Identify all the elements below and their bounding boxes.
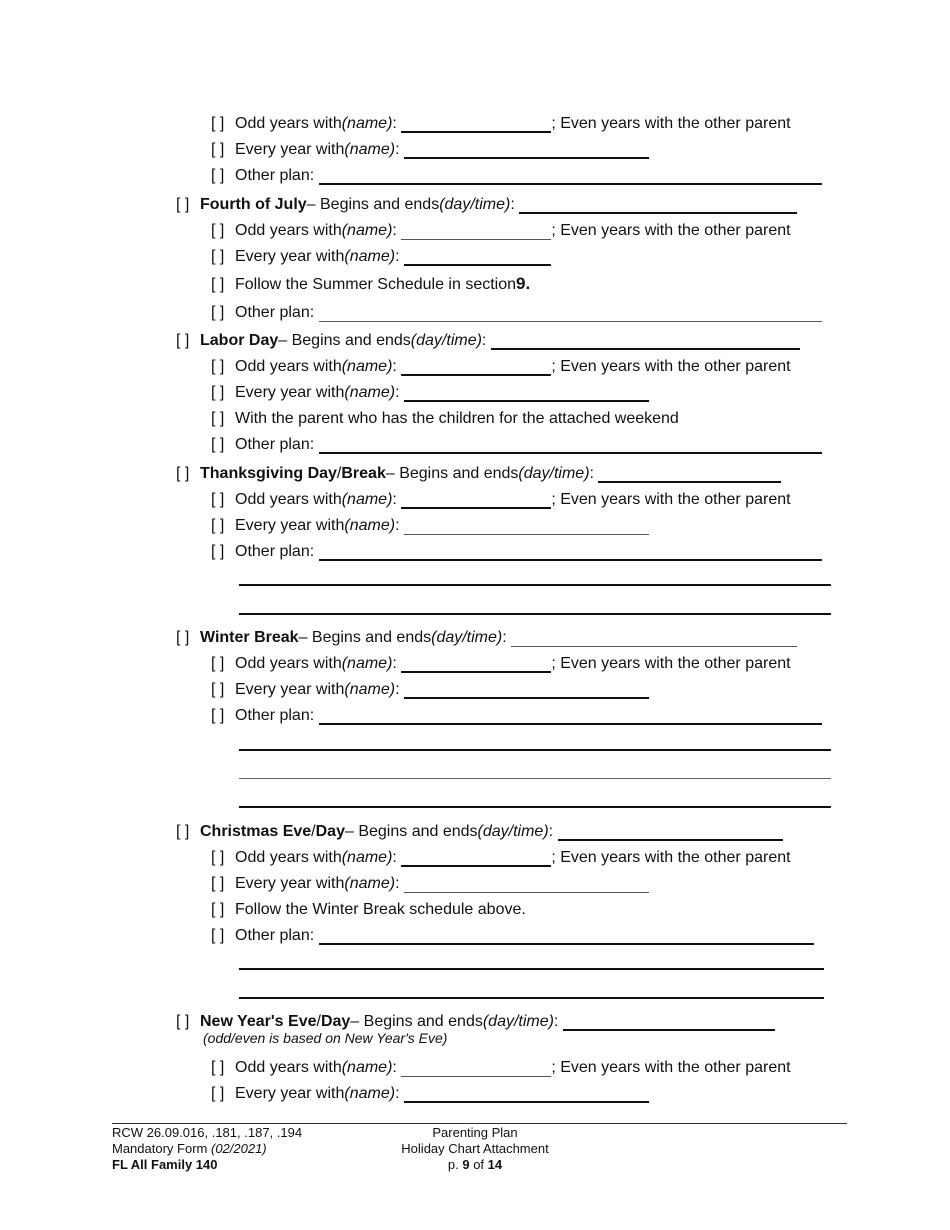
begins-ends-field[interactable] — [511, 630, 797, 647]
odd-years-name-field[interactable] — [401, 491, 551, 509]
checkbox[interactable]: [ ] — [211, 115, 225, 132]
checkbox[interactable]: [ ] — [211, 849, 225, 866]
checkbox[interactable]: [ ] — [211, 304, 225, 321]
option-other-plan: [ ] Other plan: — [211, 539, 822, 561]
odd-years-name-field[interactable] — [401, 655, 551, 673]
footer-rcw: RCW 26.09.016, .181, .187, .194 — [112, 1125, 303, 1140]
option-odd-years: [ ] Odd years with (name) : ; Even years with the other parent — [211, 1059, 791, 1076]
checkbox[interactable]: [ ] — [211, 1085, 225, 1102]
option-every-year: [ ] Every year with (name) : — [211, 871, 649, 893]
begins-ends-field[interactable] — [563, 1013, 775, 1031]
every-year-name-field[interactable] — [404, 876, 649, 893]
other-plan-field[interactable] — [319, 543, 822, 561]
odd-years-name-field[interactable] — [401, 849, 551, 867]
checkbox[interactable]: [ ] — [176, 332, 190, 349]
checkbox[interactable]: [ ] — [211, 1059, 225, 1076]
other-plan-continuation-line[interactable] — [239, 968, 824, 970]
option-every-year: [ ] Every year with (name) : — [211, 513, 649, 535]
begins-ends-field[interactable] — [598, 465, 781, 483]
checkbox[interactable]: [ ] — [211, 655, 225, 672]
option-every-year: [ ] Every year with (name) : — [211, 380, 649, 402]
other-plan-field[interactable] — [319, 436, 822, 454]
option-odd-years: [ ] Odd years with (name) : ; Even years with the other parent — [211, 358, 791, 375]
option-other-plan: [ ] Other plan: — [211, 163, 822, 185]
option-follow-winter: [ ] Follow the Winter Break schedule above. — [211, 901, 526, 918]
option-odd-years: [ ] Odd years with (name) : ; Even years with the other parent — [211, 222, 791, 239]
footer-center — [375, 1125, 575, 1173]
other-plan-field[interactable] — [319, 707, 822, 725]
checkbox[interactable]: [ ] — [211, 436, 225, 453]
checkbox[interactable]: [ ] — [176, 1013, 190, 1030]
other-plan-field[interactable] — [319, 167, 822, 185]
checkbox[interactable]: [ ] — [211, 543, 225, 560]
every-year-name-field[interactable] — [404, 248, 551, 266]
new-years-note: (odd/even is based on New Year's Eve) — [203, 1030, 448, 1046]
option-other-plan: [ ] Other plan: — [211, 432, 822, 454]
begins-ends-field[interactable] — [558, 823, 783, 841]
other-plan-continuation-line[interactable] — [239, 584, 831, 586]
footer-form-id: FL All Family 140 — [112, 1157, 218, 1172]
footer-page-number: p. 9 of 14 — [447, 1157, 503, 1172]
every-year-name-field[interactable] — [404, 518, 649, 535]
holiday-thanksgiving: [ ] Thanksgiving Day / Break – Begins and ends (day/time) : — [176, 461, 781, 483]
every-year-name-field[interactable] — [404, 1085, 649, 1103]
holiday-new-years: [ ] New Year's Eve / Day – Begins and ends (day/time) : — [176, 1009, 775, 1031]
other-plan-continuation-line[interactable] — [239, 613, 831, 615]
option-odd-years: [ ] Odd years with (name) : ; Even years with the other parent — [211, 115, 791, 132]
begins-ends-field[interactable] — [519, 196, 797, 214]
option-follow-summer: [ ] Follow the Summer Schedule in section 9. — [211, 274, 531, 293]
checkbox[interactable]: [ ] — [211, 707, 225, 724]
every-year-name-field[interactable] — [404, 384, 649, 402]
checkbox[interactable]: [ ] — [176, 823, 190, 840]
every-year-name-field[interactable] — [404, 141, 649, 159]
other-plan-continuation-line[interactable] — [239, 749, 831, 751]
begins-ends-field[interactable] — [491, 332, 800, 350]
footer-left — [112, 1125, 302, 1173]
every-year-name-field[interactable] — [404, 681, 649, 699]
footer-doc-subtitle: Holiday Chart Attachment — [401, 1141, 549, 1156]
option-other-plan: [ ] Other plan: — [211, 300, 822, 322]
other-plan-continuation-line[interactable] — [239, 806, 831, 808]
checkbox[interactable]: [ ] — [211, 384, 225, 401]
option-odd-years: [ ] Odd years with (name) : ; Even years with the other parent — [211, 849, 791, 866]
footer-mandatory-form: Mandatory Form (02/2021) — [112, 1141, 267, 1156]
other-plan-field[interactable] — [319, 927, 814, 945]
other-plan-field[interactable] — [319, 305, 822, 322]
option-other-plan: [ ] Other plan: — [211, 923, 814, 945]
checkbox[interactable]: [ ] — [211, 681, 225, 698]
odd-years-name-field[interactable] — [401, 358, 551, 376]
footer-doc-title: Parenting Plan — [432, 1125, 518, 1140]
checkbox[interactable]: [ ] — [211, 276, 225, 293]
checkbox[interactable]: [ ] — [176, 196, 190, 213]
checkbox[interactable]: [ ] — [211, 517, 225, 534]
other-plan-continuation-line[interactable] — [239, 778, 831, 779]
option-other-plan: [ ] Other plan: — [211, 703, 822, 725]
holiday-winter-break: [ ] Winter Break – Begins and ends (day/time) : — [176, 625, 797, 647]
option-attached-weekend: [ ] With the parent who has the children for the attached weekend — [211, 410, 679, 427]
option-every-year: [ ] Every year with (name) : — [211, 137, 649, 159]
option-every-year: [ ] Every year with (name) : — [211, 677, 649, 699]
checkbox[interactable]: [ ] — [211, 875, 225, 892]
option-every-year: [ ] Every year with (name) : — [211, 1081, 649, 1103]
checkbox[interactable]: [ ] — [176, 629, 190, 646]
checkbox[interactable]: [ ] — [211, 901, 225, 918]
holiday-labor-day: [ ] Labor Day – Begins and ends (day/time) : — [176, 328, 800, 350]
checkbox[interactable]: [ ] — [211, 410, 225, 427]
odd-years-name-field[interactable] — [401, 1060, 551, 1077]
footer-rule — [112, 1123, 847, 1124]
checkbox[interactable]: [ ] — [176, 465, 190, 482]
checkbox[interactable]: [ ] — [211, 491, 225, 508]
checkbox[interactable]: [ ] — [211, 248, 225, 265]
holiday-fourth-of-july: [ ] Fourth of July – Begins and ends (day/time) : — [176, 192, 797, 214]
checkbox[interactable]: [ ] — [211, 358, 225, 375]
odd-years-name-field[interactable] — [401, 115, 551, 133]
other-plan-continuation-line[interactable] — [239, 997, 824, 999]
checkbox[interactable]: [ ] — [211, 222, 225, 239]
option-odd-years: [ ] Odd years with (name) : ; Even years with the other parent — [211, 491, 791, 508]
option-every-year: [ ] Every year with (name) : — [211, 244, 551, 266]
checkbox[interactable]: [ ] — [211, 141, 225, 158]
checkbox[interactable]: [ ] — [211, 927, 225, 944]
odd-years-name-field[interactable] — [401, 223, 551, 240]
checkbox[interactable]: [ ] — [211, 167, 225, 184]
option-odd-years: [ ] Odd years with (name) : ; Even years with the other parent — [211, 655, 791, 672]
holiday-christmas: [ ] Christmas Eve / Day – Begins and ends (day/time) : — [176, 819, 783, 841]
